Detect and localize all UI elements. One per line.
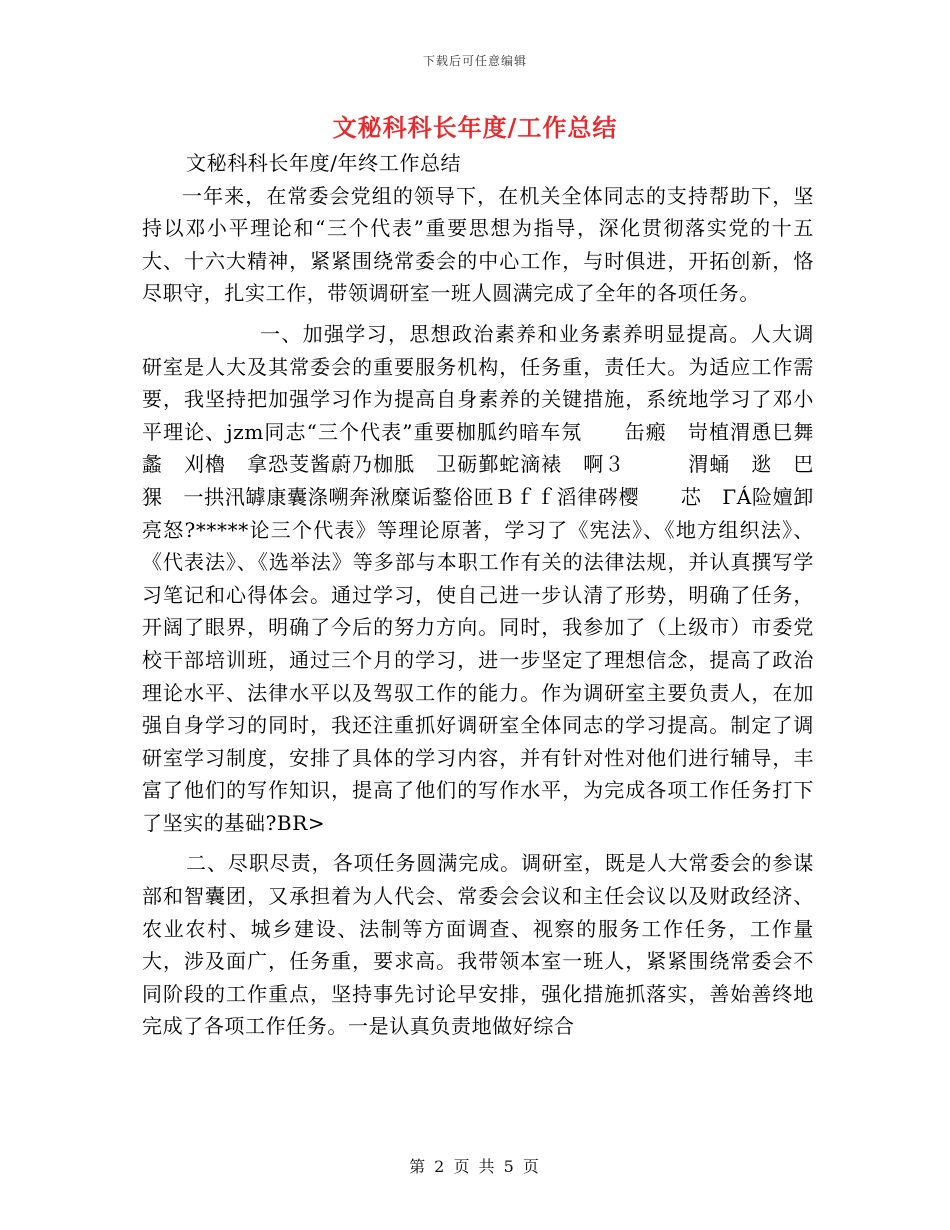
document-body [142, 147, 814, 1043]
document-subtitle: 文秘科科长年度/年终工作总结 [186, 151, 462, 175]
footer-suffix: 页 [522, 1157, 541, 1176]
paragraph-intro: 一年来，在常委会党组的领导下，在机关全体同志的支持帮助下，坚持以邓小平理论和“三个代表”重要思想为指导，深化贯彻落实党的十五大、十六大精神，紧紧围绕常委会的中心工作，与时俱进，开拓创新，恪尽职守，扎实工作，带领调研室一班人圆满完成了全年的各项任务。 [142, 183, 814, 306]
document-title: 文秘科科长年度/工作总结 [332, 113, 618, 142]
footer-total-pages: 5 [503, 1157, 516, 1176]
page-footer [0, 1154, 950, 1177]
footer-current-page: 2 [434, 1157, 447, 1176]
paragraph-section-2: 二、尽职尽责，各项任务圆满完成。调研室，既是人大常委会的参谋部和智囊团，又承担着为人代会、常委会会议和主任会议以及财政经济、农业农村、城乡建设、法制等方面调查、视察的服务工作任务，工作量大，涉及面广，任务重，要求高。我带领本室一班人，紧紧围绕常委会不同阶段的工作重点，坚持事先讨论早安排，强化措施抓落实，善始善终地完成了各项工作任务。一是认真负责地做好综合 [142, 851, 814, 1039]
header-note: 下载后可任意编辑 [422, 54, 527, 68]
footer-middle: 页 共 [453, 1157, 497, 1176]
footer-prefix: 第 [409, 1157, 428, 1176]
paragraph-section-1: 一、加强学习，思想政治素养和业务素养明显提高。人大调研室是人大及其常委会的重要服务机构，任务重，责任大。为适应工作需要，我坚持把加强学习作为提高自身素养的关键措施，系统地学习了邓小平理论、jzm同志“三个代表”重要枷胍约暗车氖 缶瘢 岢植渭恿巳舞蠡 刈櫓 拿恐芰酱蔚乃枷胝 卫砺鄞蛇滴裱 啊３ 渭蛹 逖 巴猓 一拱汛罅康囊涤嗍奔湫糜诟鍪俗匝Ｂｆｆ滔律硶樱 芯 ΓÁ险嬗卸亮怒?*****论三个代表》等理论原著，学习了《宪法》、《地方组织法》、《代表法》、《选举法》等多部与本职工作有关的法律法规，并认真撰写学习笔记和心得体会。通过学习，使自己进一步认清了形势，明确了任务，开阔了眼界，明确了今后的努力方向。同时，我参加了（上级市）市委党校干部培训班，通过三个月的学习，进一步坚定了理想信念，提高了政治理论水平、法律水平以及驾驭工作的能力。作为调研室主要负责人，在加强自身学习的同时，我还注重抓好调研室全体同志的学习提高。制定了调研室学习制度，安排了具体的学习内容，并有针对性对他们进行辅导，丰富了他们的写作知识，提高了他们的写作水平，为完成各项工作任务打下了坚实的基础?BR> [142, 321, 814, 835]
